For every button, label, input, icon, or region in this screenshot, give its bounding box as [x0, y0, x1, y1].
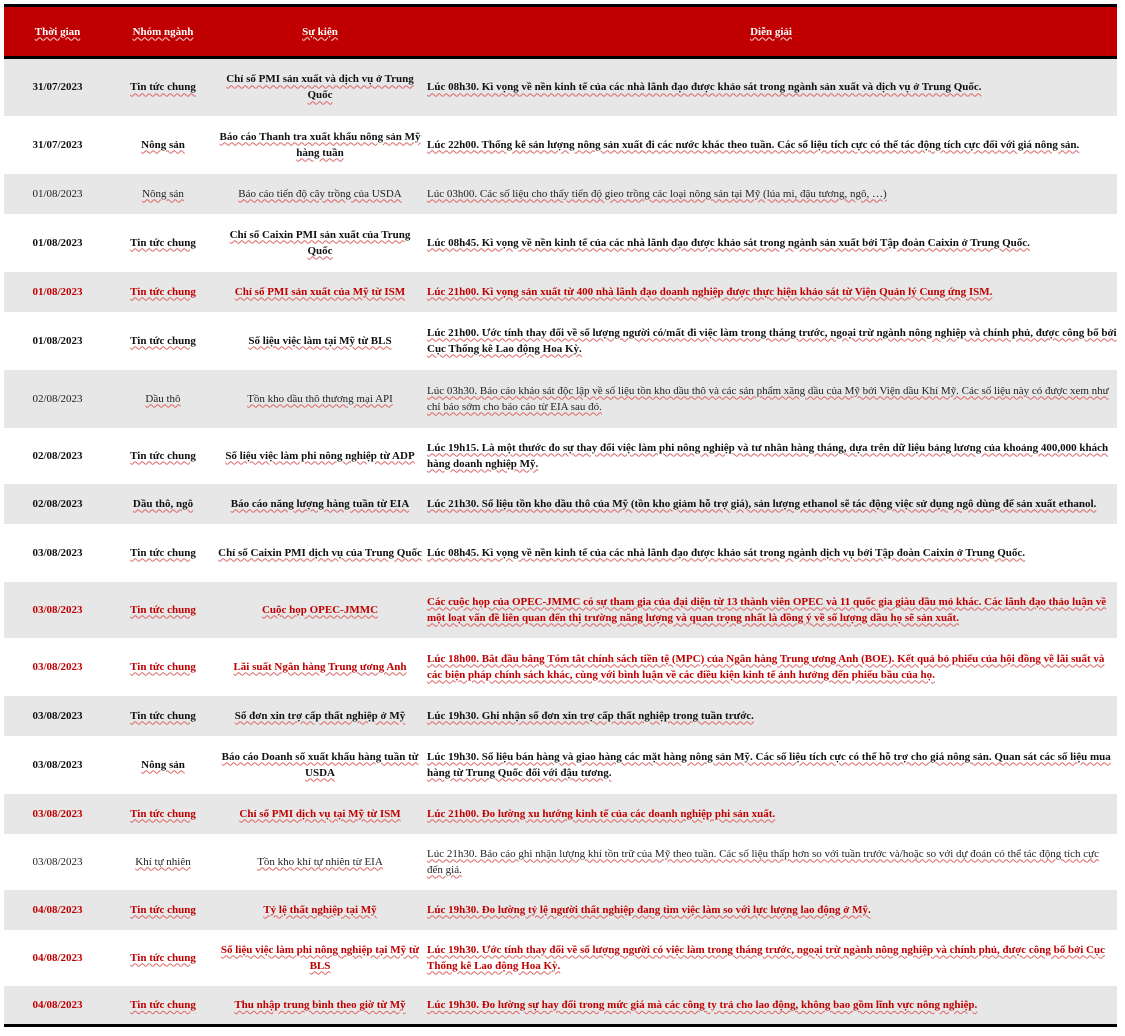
row-event	[215, 582, 425, 638]
row-group-text: Tin tức chung	[130, 236, 196, 249]
row-date-text: 03/08/2023	[32, 660, 83, 673]
row-event-text: Chỉ số Caixin PMI dịch vụ của Trung Quốc	[218, 546, 422, 559]
row-description-text: Lúc 19h30. Đo lường sự hay đổi trong mức giá mà các công ty trả cho lao động, không bao gồm lĩnh vực nông nghiệp.	[427, 998, 978, 1011]
row-group-text: Dầu thô, ngô	[132, 497, 194, 510]
row-date-text: 01/08/2023	[32, 236, 83, 249]
row-description	[425, 116, 1117, 174]
table-row	[4, 370, 1117, 428]
table-row	[4, 484, 1117, 524]
header-description: Diễn giải	[750, 25, 792, 38]
row-description	[425, 58, 1117, 116]
row-event-text: Báo cáo tiến độ cây trồng của USDA	[238, 187, 402, 200]
row-event-text: Lãi suất Ngân hàng Trung ương Anh	[233, 660, 407, 673]
row-event-text: Tỷ lệ thất nghiệp tại Mỹ	[263, 903, 377, 916]
row-date-text: 03/08/2023	[32, 855, 83, 868]
row-group	[111, 524, 215, 582]
row-date-text: 02/08/2023	[32, 392, 83, 405]
row-group-text: Tin tức chung	[130, 951, 196, 964]
row-group	[111, 214, 215, 272]
row-group-text: Nông sản	[142, 187, 184, 200]
row-group	[111, 638, 215, 696]
table-row	[4, 174, 1117, 214]
row-description-text: Lúc 08h30. Kì vọng về nền kinh tế của các nhà lãnh đạo được khảo sát trong ngành sản xuất và dịch vụ ở Trung Quốc.	[427, 81, 982, 94]
table-row	[4, 524, 1117, 582]
row-event	[215, 272, 425, 312]
row-date-text: 31/07/2023	[32, 81, 83, 94]
row-event	[215, 736, 425, 794]
row-date	[4, 312, 111, 370]
row-event	[215, 986, 425, 1026]
row-date-text: 03/08/2023	[32, 807, 83, 820]
row-event	[215, 116, 425, 174]
row-group	[111, 312, 215, 370]
row-event-text: Báo cáo năng lượng hàng tuần từ EIA	[230, 497, 410, 510]
row-date-text: 02/08/2023	[32, 449, 83, 462]
row-event	[215, 638, 425, 696]
row-group	[111, 272, 215, 312]
row-event-text: Cuộc họp OPEC-JMMC	[261, 603, 379, 616]
table-row	[4, 116, 1117, 174]
row-date-text: 01/08/2023	[32, 187, 83, 200]
table-row	[4, 986, 1117, 1026]
row-description-text: Lúc 21h00. Ước tính thay đổi về số lượng người có/mất đi việc làm trong tháng trước, ngoại trừ ngành nông nghiệp và chính phủ, được công bố bởi Cục Thống kê Lao động Hoa Kỳ.	[427, 326, 1117, 355]
row-description	[425, 484, 1117, 524]
row-group-text: Tin tức chung	[130, 285, 196, 298]
header-group: Nhóm ngành	[132, 25, 194, 38]
row-date	[4, 890, 111, 930]
row-group-text: Tin tức chung	[130, 546, 196, 559]
row-description	[425, 736, 1117, 794]
row-group	[111, 834, 215, 890]
row-event-text: Báo cáo Doanh số xuất khẩu hàng tuần từ USDA	[221, 750, 419, 779]
row-date	[4, 986, 111, 1026]
row-event-text: Chỉ số PMI sản xuất của Mỹ từ ISM	[234, 285, 406, 298]
table-row	[4, 930, 1117, 986]
row-description	[425, 174, 1117, 214]
row-event-text: Chỉ số PMI sản xuất và dịch vụ ở Trung Quốc	[226, 73, 414, 102]
row-description-text: Lúc 08h45. Kì vọng về nền kinh tế của các nhà lãnh đạo được khảo sát trong ngành dịch vụ bởi Tập đoàn Caixin ở Trung Quốc.	[427, 546, 1026, 559]
table-row	[4, 696, 1117, 736]
row-date-text: 31/07/2023	[32, 138, 83, 151]
row-group-text: Tin tức chung	[130, 709, 196, 722]
row-description-text: Lúc 19h15. Là một thước đo sự thay đổi việc làm phi nông nghiệp và tư nhân hàng tháng, dựa trên dữ liệu bảng lương của khoảng 400,000 khách hàng doanh nghiệp Mỹ.	[427, 441, 1109, 470]
row-group-text: Nông sản	[141, 138, 185, 151]
row-date	[4, 696, 111, 736]
row-event	[215, 794, 425, 834]
table-row	[4, 272, 1117, 312]
row-date	[4, 582, 111, 638]
row-event-text: Tồn kho dầu thô thương mại API	[247, 392, 393, 405]
row-date	[4, 794, 111, 834]
row-date-text: 04/08/2023	[32, 903, 83, 916]
row-event	[215, 370, 425, 428]
row-group-text: Nông sản	[141, 758, 185, 771]
row-date	[4, 272, 111, 312]
row-date	[4, 428, 111, 484]
row-event-text: Thu nhập trung bình theo giờ từ Mỹ	[234, 998, 406, 1011]
row-description-text: Lúc 21h00. Đo lường xu hướng kinh tế của các doanh nghiệp phi sản xuất.	[427, 807, 776, 820]
row-description	[425, 794, 1117, 834]
row-description-text: Lúc 03h00. Các số liệu cho thấy tiến độ gieo trồng các loại nông sản tại Mỹ (lúa mì, đậu tương, ngô, …)	[427, 187, 887, 200]
table-row	[4, 214, 1117, 272]
row-group	[111, 370, 215, 428]
table-row	[4, 58, 1117, 116]
row-group-text: Tin tức chung	[130, 334, 196, 347]
row-group-text: Tin tức chung	[130, 660, 196, 673]
row-group	[111, 428, 215, 484]
row-description	[425, 890, 1117, 930]
row-description-text: Lúc 19h30. Đo lường tỷ lệ người thất nghiệp đang tìm việc làm so với lực lượng lao động ở Mỹ.	[427, 903, 871, 916]
row-date	[4, 930, 111, 986]
row-event-text: Tồn kho khí tự nhiên từ EIA	[257, 855, 383, 868]
row-date-text: 03/08/2023	[32, 546, 83, 559]
table-row	[4, 794, 1117, 834]
row-group	[111, 174, 215, 214]
row-event	[215, 428, 425, 484]
row-date	[4, 524, 111, 582]
row-date-text: 04/08/2023	[32, 998, 83, 1011]
row-date	[4, 638, 111, 696]
row-event-text: Số liệu việc làm phi nông nghiệp tại Mỹ từ BLS	[220, 943, 420, 972]
table-row	[4, 428, 1117, 484]
row-date	[4, 484, 111, 524]
header-event: Sự kiện	[302, 25, 338, 38]
row-date	[4, 370, 111, 428]
row-event	[215, 214, 425, 272]
row-event-text: Chỉ số Caixin PMI sản xuất của Trung Quốc	[229, 228, 411, 257]
row-event	[215, 930, 425, 986]
row-description	[425, 930, 1117, 986]
row-group-text: Tin tức chung	[130, 449, 196, 462]
row-group-text: Khí tự nhiên	[135, 855, 191, 868]
row-date-text: 03/08/2023	[32, 709, 83, 722]
row-description	[425, 696, 1117, 736]
row-date	[4, 834, 111, 890]
row-group	[111, 58, 215, 116]
header-time: Thời gian	[34, 25, 81, 38]
row-date-text: 02/08/2023	[32, 497, 83, 510]
row-group-text: Tin tức chung	[130, 998, 196, 1011]
calendar-table-wrapper	[4, 4, 1117, 1027]
row-description	[425, 214, 1117, 272]
row-description-text: Lúc 08h45. Kì vọng về nền kinh tế của các nhà lãnh đạo được khảo sát trong ngành sản xuất bởi Tập đoàn Caixin ở Trung Quốc.	[427, 236, 1030, 249]
row-date	[4, 116, 111, 174]
row-description-text: Lúc 19h30. Ước tính thay đổi về số lượng người có việc làm trong tháng trước, ngoại trừ ngành nông nghiệp và chính phủ, được công bố bởi Cục Thống kê Lao động Hoa Kỳ.	[427, 943, 1106, 972]
row-date-text: 01/08/2023	[32, 334, 83, 347]
row-group	[111, 890, 215, 930]
row-event-text: Chỉ số PMI dịch vụ tại Mỹ từ ISM	[239, 807, 401, 820]
row-group	[111, 794, 215, 834]
row-description-text: Lúc 03h30. Báo cáo khảo sát độc lập về số liệu tồn kho dầu thô và các sản phẩm xăng dầu của Mỹ bởi Viện dầu Khí Mỹ. Các số liệu này có được xem như chỉ báo sớm cho báo cáo từ EIA sau đó.	[427, 384, 1109, 413]
row-description	[425, 312, 1117, 370]
row-event-text: Báo cáo Thanh tra xuất khẩu nông sản Mỹ hàng tuần	[219, 130, 421, 159]
row-description	[425, 986, 1117, 1026]
row-event	[215, 484, 425, 524]
row-event	[215, 312, 425, 370]
row-description-text: Lúc 21h30. Báo cáo ghi nhận lượng khí tồn trữ của Mỹ theo tuần. Các số liệu thấp hơn so với tuần trước và/hoặc so với dự đoán có thể tác động tích cực đến giá.	[427, 847, 1099, 876]
row-description-text: Lúc 19h30. Ghi nhận số đơn xin trợ cấp thất nghiệp trong tuần trước.	[427, 709, 754, 722]
row-event	[215, 696, 425, 736]
table-row	[4, 582, 1117, 638]
row-date	[4, 736, 111, 794]
row-event-text: Số liệu việc làm phi nông nghiệp từ ADP	[225, 449, 415, 462]
row-description	[425, 524, 1117, 582]
row-description-text: Lúc 21h00. Kì vọng sản xuất từ 400 nhà lãnh đạo doanh nghiệp được thực hiện khảo sát từ Viện Quản lý Cung ứng ISM.	[427, 285, 993, 298]
row-group	[111, 116, 215, 174]
row-description	[425, 638, 1117, 696]
table-row	[4, 834, 1117, 890]
row-group-text: Tin tức chung	[130, 807, 196, 820]
row-description-text: Các cuộc họp của OPEC-JMMC có sự tham gia của đại diện từ 13 thành viên OPEC và 11 quốc gia giàu dầu mỏ khác. Các lãnh đạo thảo luận về một loạt vấn đề liên quan đến thị trường năng lượng và quan trọng nhất là đồng ý về số lượng dầu họ sẽ sản xuất.	[427, 595, 1107, 624]
table-row	[4, 312, 1117, 370]
row-event	[215, 834, 425, 890]
row-group	[111, 696, 215, 736]
row-date-text: 01/08/2023	[32, 285, 83, 298]
row-description-text: Lúc 22h00. Thống kê sản lượng nông sản xuất đi các nước khác theo tuần. Các số liệu tích cực có thể tác động tích cực đối với giá nông sản.	[427, 138, 1080, 151]
row-group-text: Tin tức chung	[130, 81, 196, 94]
economic-calendar-table	[4, 4, 1117, 1027]
table-row	[4, 736, 1117, 794]
row-group-text: Tin tức chung	[130, 903, 196, 916]
row-date-text: 03/08/2023	[32, 758, 83, 771]
row-description-text: Lúc 19h30. Số liệu bán hàng và giao hàng các mặt hàng nông sản Mỹ. Các số liệu tích cực có thể hỗ trợ cho giá nông sản. Quan sát các số liệu mua hàng từ Trung Quốc đối với đậu tương.	[427, 750, 1111, 779]
row-description-text: Lúc 18h00. Bắt đầu bằng Tóm tắt chính sách tiền tệ (MPC) của Ngân hàng Trung ương Anh (BOE). Kết quả bỏ phiếu của hội đồng về lãi suất và các biện pháp chính sách khác, cùng với bình luận về các điều kiện kinh tế ảnh hưởng đến phiếu bầu của họ.	[427, 652, 1105, 681]
row-group-text: Dầu thô	[145, 392, 181, 405]
row-group	[111, 986, 215, 1026]
table-row	[4, 638, 1117, 696]
row-description	[425, 272, 1117, 312]
row-date	[4, 214, 111, 272]
row-date-text: 03/08/2023	[32, 603, 83, 616]
row-group	[111, 582, 215, 638]
row-event	[215, 890, 425, 930]
row-date	[4, 58, 111, 116]
row-description	[425, 834, 1117, 890]
row-event	[215, 174, 425, 214]
row-group	[111, 930, 215, 986]
row-event-text: Số liệu việc làm tại Mỹ từ BLS	[248, 334, 392, 347]
row-event	[215, 524, 425, 582]
row-date-text: 04/08/2023	[32, 951, 83, 964]
row-date	[4, 174, 111, 214]
row-description	[425, 370, 1117, 428]
row-description	[425, 428, 1117, 484]
row-event-text: Số đơn xin trợ cấp thất nghiệp ở Mỹ	[234, 709, 406, 722]
table-body	[4, 58, 1117, 1026]
row-event	[215, 58, 425, 116]
table-header-row	[4, 6, 1117, 58]
row-group	[111, 736, 215, 794]
row-description	[425, 582, 1117, 638]
row-group-text: Tin tức chung	[130, 603, 196, 616]
row-description-text: Lúc 21h30. Số liệu tồn kho dầu thô của Mỹ (tồn kho giảm hỗ trợ giá), sản lượng ethanol sẽ tác động việc sử dụng ngô dùng để sản xuất ethanol.	[427, 497, 1097, 510]
row-group	[111, 484, 215, 524]
table-row	[4, 890, 1117, 930]
